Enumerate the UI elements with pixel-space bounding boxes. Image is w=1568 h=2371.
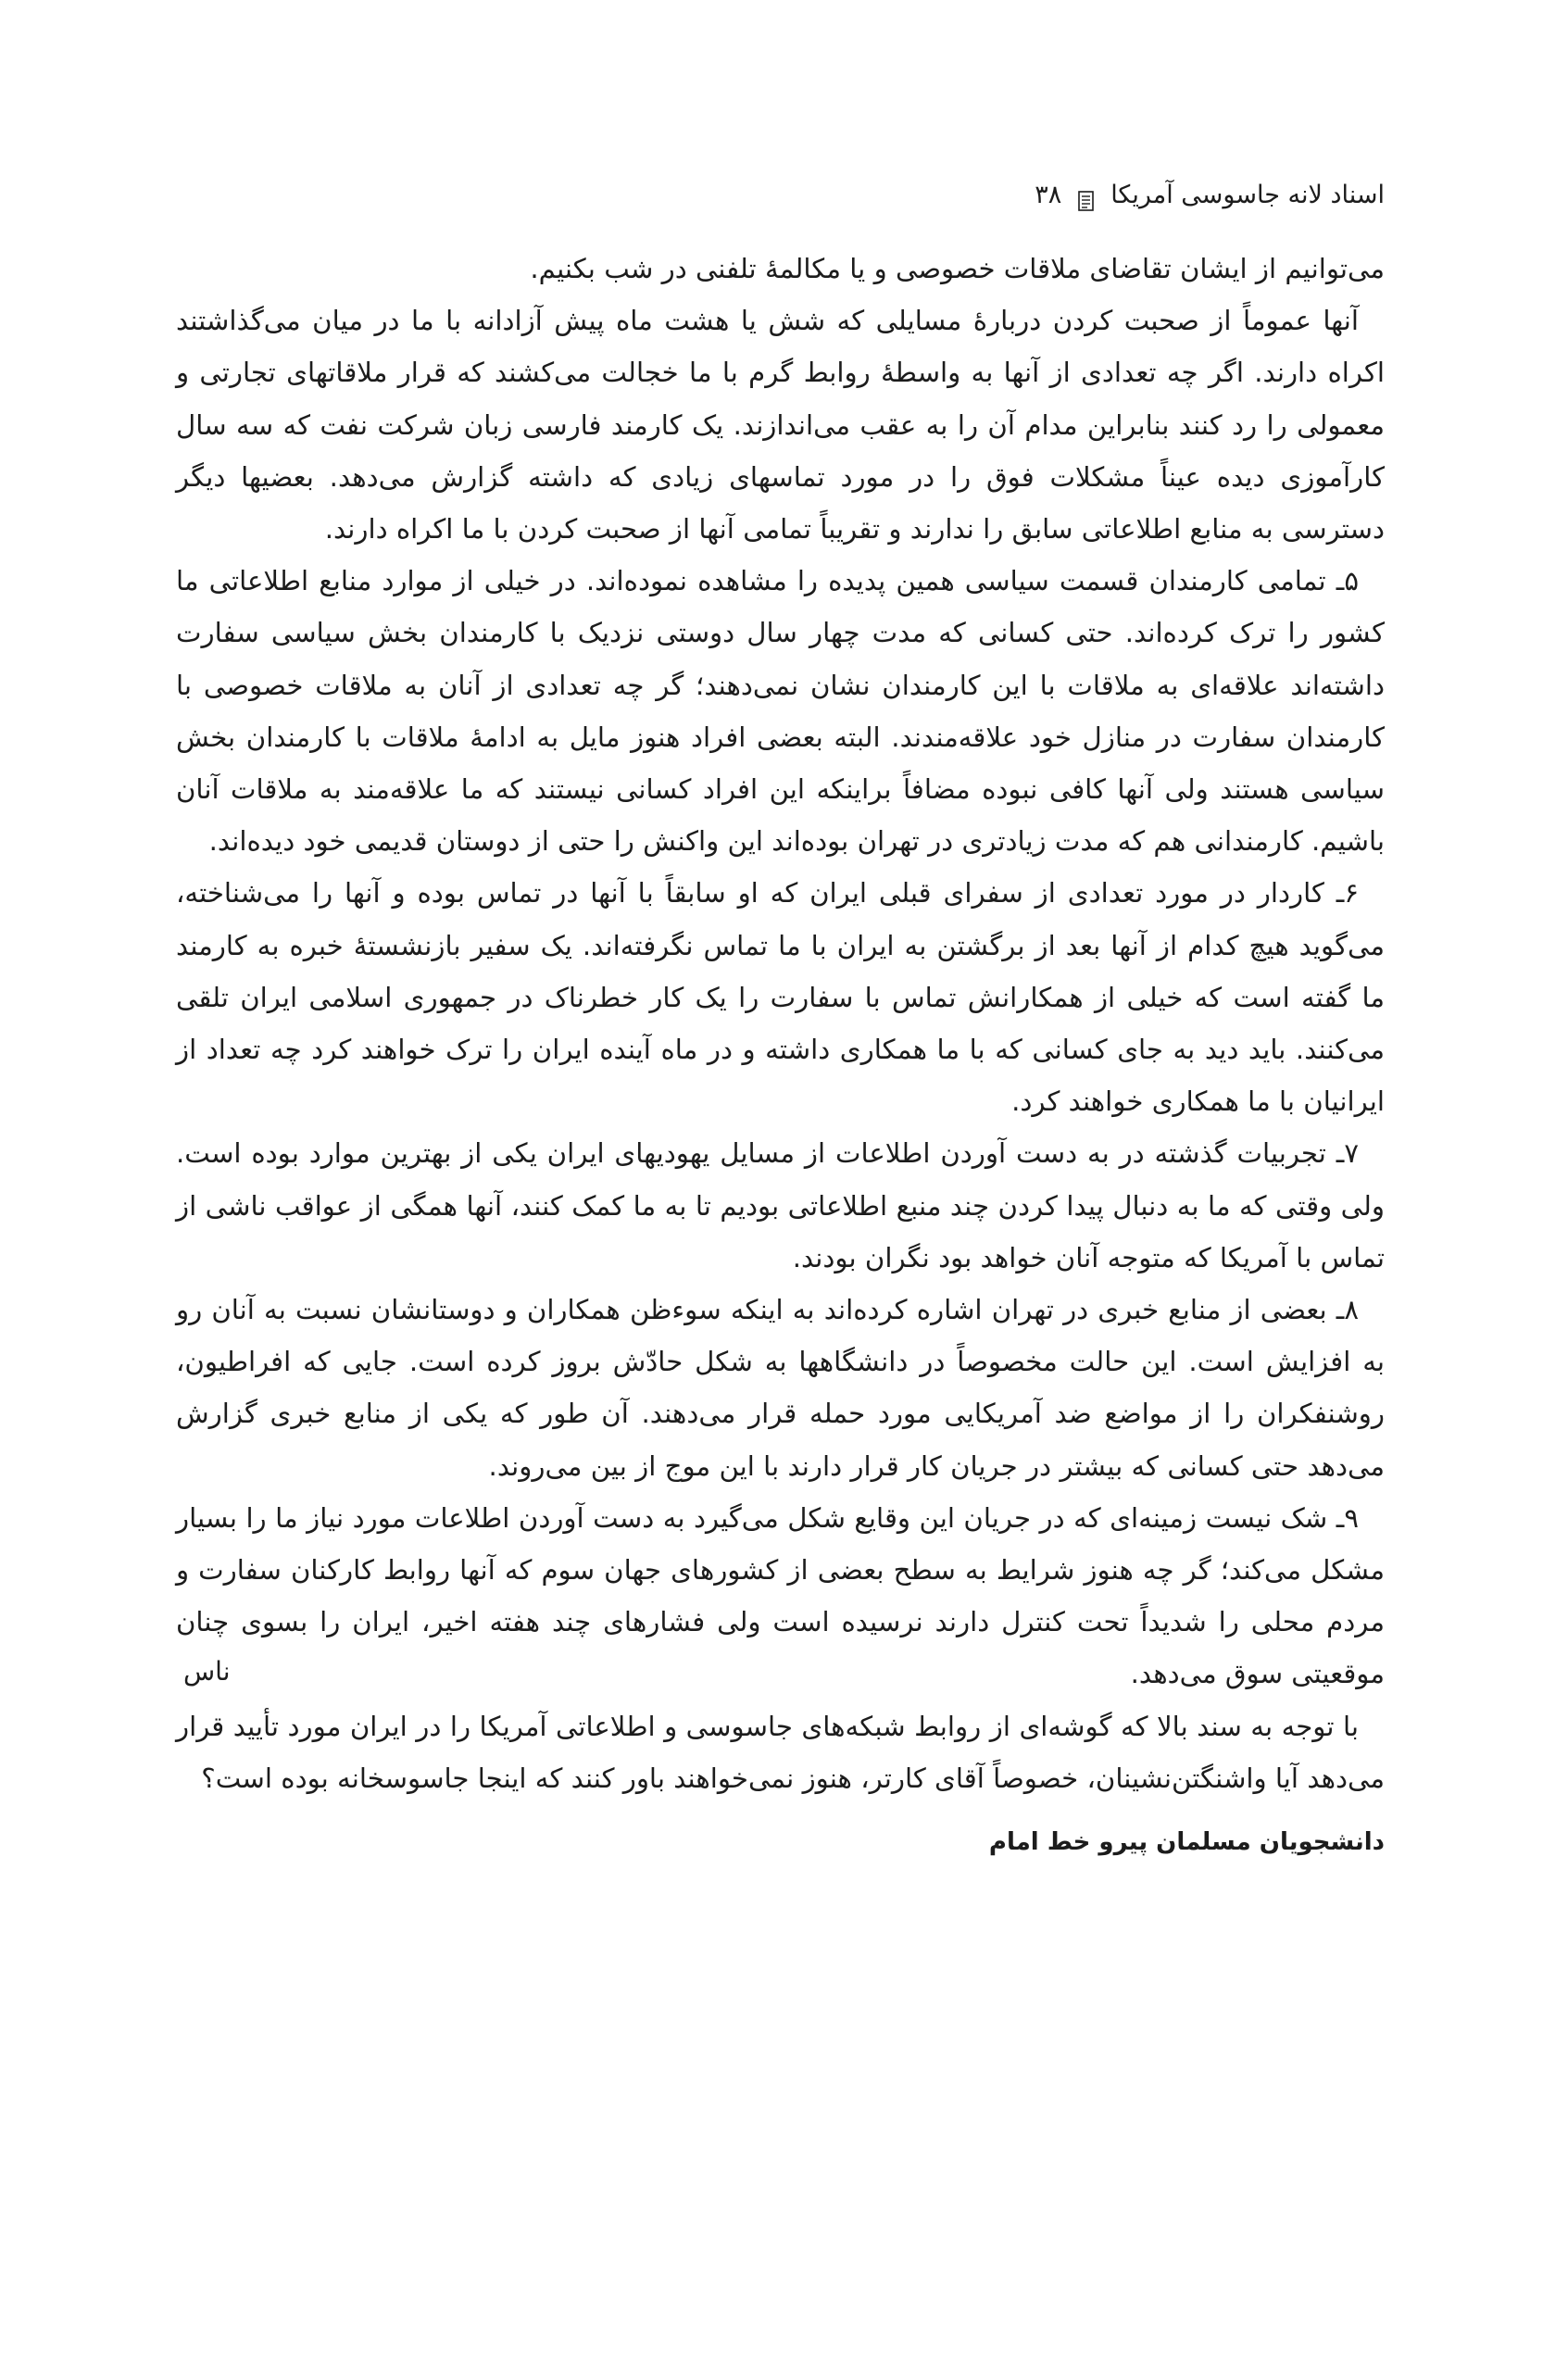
- paragraph-item-9-wrapper: [176, 1492, 1385, 1700]
- paragraph-item-8: ۸ـ بعضی از منابع خبری در تهران اشاره کرده‌اند به اینکه سوءظن همکاران و دوستانشان نسبت به آنان رو به افزایش است. این حالت مخصوصاً در دانشگاهها به شکل حادّش بروز کرده است. جایی که افراطیون، روشنفکران را از مواضع ضد آمریکایی مورد حمله قرار می‌دهند. آن طور که یکی از منابع خبری گزارش می‌دهد حتی کسانی که بیشتر در جریان کار قرار دارند با این موج از بین می‌روند.: [176, 1294, 1385, 1482]
- closing-paragraph: با توجه به سند بالا که گوشه‌ای از روابط شبکه‌های جاسوسی و اطلاعاتی آمریکا را در ایران مورد تأیید قرار می‌دهد آیا واشنگتن‌نشینان، خصوصاً آقای کارتر، هنوز نمی‌خواهند باور کنند که اینجا جاسوسخانه بوده است؟: [176, 1710, 1385, 1794]
- document-page: [176, 176, 1385, 1865]
- paragraph-item-7: ۷ـ تجربیات گذشته در به دست آوردن اطلاعات از مسایل یهودیهای ایران یکی از بهترین موارد بوده است. ولی وقتی که ما به دنبال پیدا کردن چند منبع اطلاعاتی بودیم تا به ما کمک کنند، آنها همگی از عواقب ناشی از تماس با آمریکا که متوجه آنان خواهد بود نگران بودند.: [176, 1137, 1385, 1273]
- signature: دانشجویان مسلمان پیرو خط امام: [988, 1828, 1385, 1857]
- margin-note: ناس: [183, 1656, 231, 1687]
- document-icon: [1078, 185, 1094, 206]
- paragraph-1: می‌توانیم از ایشان تقاضای ملاقات خصوصی و یا مکالمهٔ تلفنی در شب بکنیم.: [530, 253, 1385, 284]
- page-header: [176, 176, 1385, 215]
- body-text: [176, 243, 1385, 1804]
- page-number: ۳۸: [1035, 181, 1062, 209]
- paragraph-2: آنها عموماً از صحبت کردن دربارهٔ مسایلی که شش یا هشت ماه پیش آزادانه با ما در میان می‌گذاشتند اکراه دارند. اگر چه تعدادی از آنها به واسطهٔ روابط گرم با ما خجالت می‌کشند که قرار ملاقاتهای تجارتی و معمولی را رد کنند بنابراین مدام آن را به عقب می‌اندازند. یک کارمند فارسی زبان شرکت نفت که سه سال کارآموزی دیده عیناً مشکلات فوق را در مورد تماسهای زیادی که داشته گزارش می‌دهد. بعضیها دیگر دسترسی به منابع اطلاعاتی سابق را ندارند و تقریباً تمامی آنها از صحبت کردن با ما اکراه دارند.: [176, 305, 1385, 546]
- paragraph-item-5: ۵ـ تمامی کارمندان قسمت سیاسی همین پدیده را مشاهده نموده‌اند. در خیلی از موارد منابع اطلاعاتی ما کشور را ترک کرده‌اند. حتی کسانی که مدت چهار سال دوستی نزدیک با کارمندان بخش سیاسی سفارت داشته‌اند علاقه‌ای به ملاقات با این کارمندان نشان نمی‌دهند؛ گر چه تعدادی از آنان به ملاقات خصوصی با کارمندان سفارت در منازل خود علاقه‌مندند. البته بعضی افراد هنوز مایل به ادامهٔ ملاقات با کارمندان بخش سیاسی هستند ولی آنها کافی نبوده مضافاً براینکه این افراد کسانی نیستند که ما علاقه‌مند به ملاقات آنان باشیم. کارمندانی هم که مدت زیادتری در تهران بوده‌اند این واکنش را حتی از دوستان قدیمی خود دیده‌اند.: [176, 565, 1385, 858]
- running-title: اسناد لانه جاسوسی آمریکا: [1110, 181, 1385, 209]
- paragraph-item-9: ۹ـ شک نیست زمینه‌ای که در جریان این وقایع شکل می‌گیرد به دست آوردن اطلاعات مورد نیاز ما را بسیار مشکل می‌کند؛ گر چه هنوز شرایط به سطح بعضی از کشورهای جهان سوم که آنها روابط کارکنان سفارت و مردم محلی را شدیداً تحت کنترل دارند نرسیده است ولی فشارهای چند هفته اخیر، ایران را بسوی چنان موقعیتی سوق می‌دهد.: [176, 1501, 1385, 1690]
- paragraph-item-6: ۶ـ کاردار در مورد تعدادی از سفرای قبلی ایران که او سابقاً با آنها در تماس بوده و آنها را می‌شناخته، می‌گوید هیچ کدام از آنها بعد از برگشتن به ایران با ما تماس نگرفته‌اند. یک سفیر بازنشستهٔ خبره به کارمند ما گفته است که خیلی از همکارانش تماس با سفارت را یک کار خطرناک در جمهوری اسلامی ایران تلقی می‌کنند. باید دید به جای کسانی که با ما همکاری داشته و در ماه آینده ایران را ترک خواهند کرد چه تعداد از ایرانیان با ما همکاری خواهند کرد.: [176, 877, 1385, 1118]
